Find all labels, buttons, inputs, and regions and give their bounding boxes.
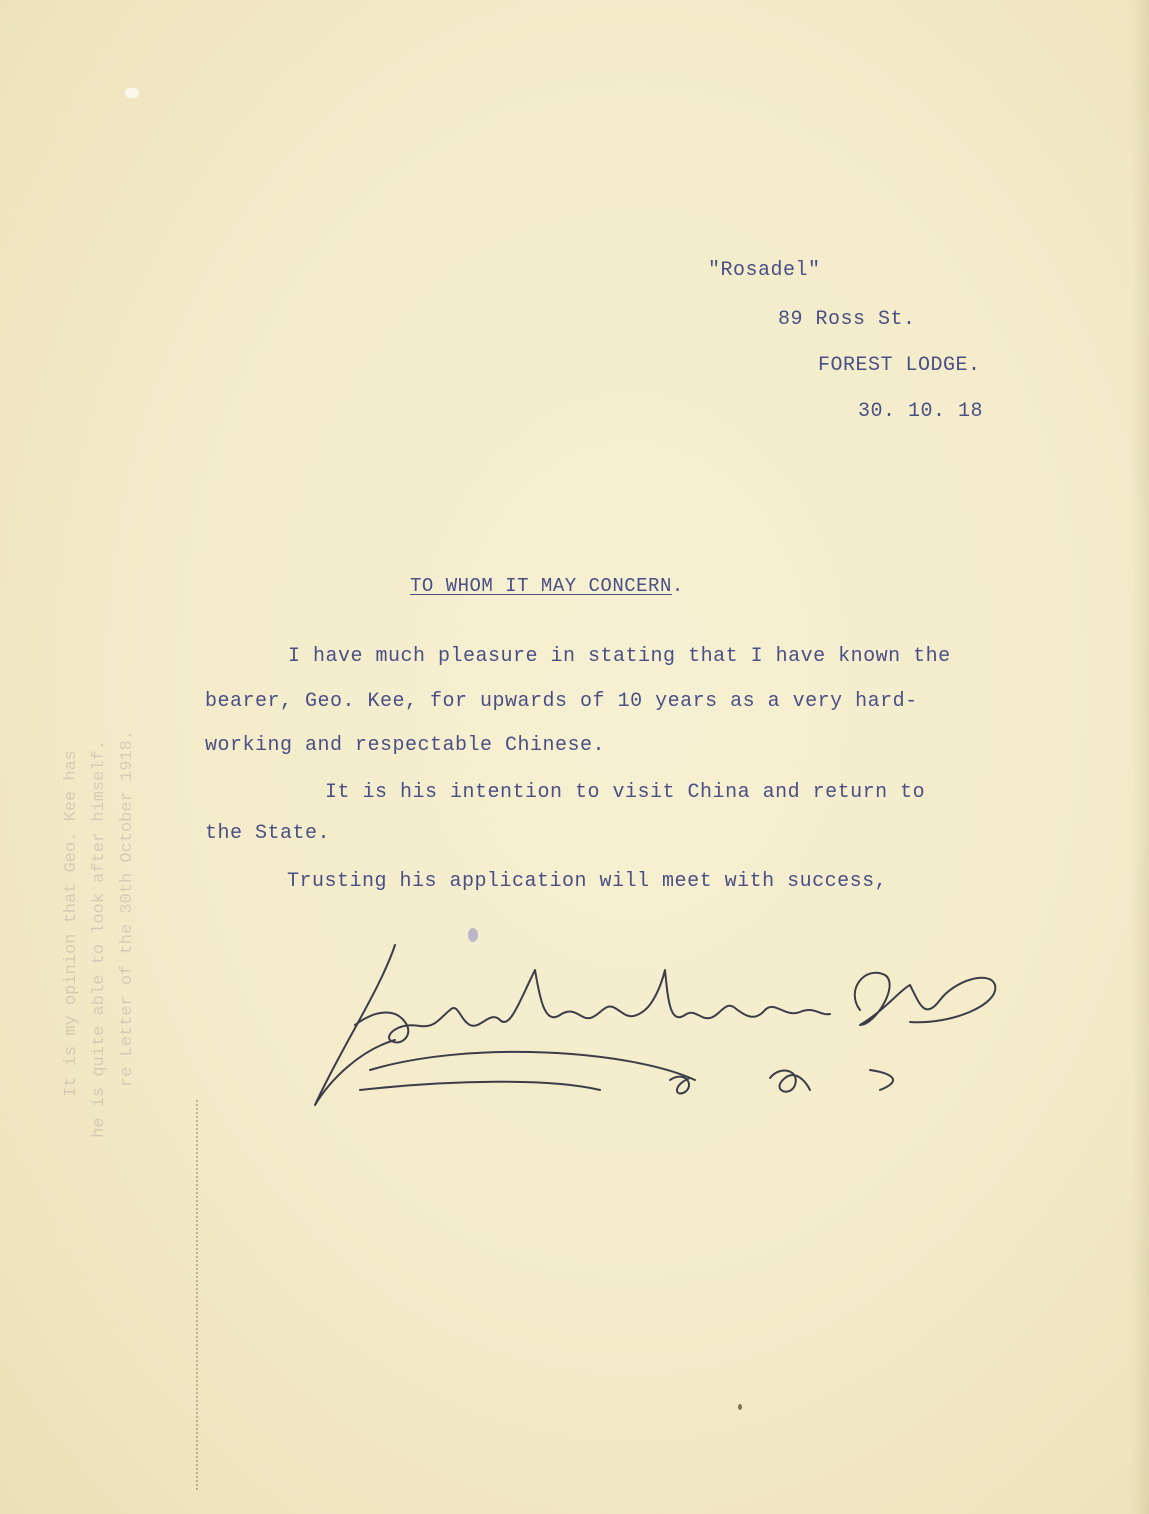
body-line-2: bearer, Geo. Kee, for upwards of 10 years as a very hard- bbox=[205, 690, 918, 713]
page-fold-line bbox=[196, 1100, 199, 1490]
ink-speck bbox=[738, 1404, 742, 1410]
address-suburb: FOREST LODGE. bbox=[818, 354, 981, 377]
bleed-line-a: re Letter of the 30th October 1918. bbox=[118, 730, 137, 1088]
heading-period: . bbox=[671, 575, 684, 597]
body-line-3: working and respectable Chinese. bbox=[205, 734, 606, 757]
body-line-4: It is his intention to visit China and return to bbox=[325, 781, 926, 804]
letter-date: 30. 10. 18 bbox=[858, 400, 984, 423]
bleed-line-c: It is my opinion that Geo. Kee has bbox=[62, 750, 81, 1097]
body-line-1: I have much pleasure in stating that I have known the bbox=[288, 645, 951, 668]
handwritten-signature bbox=[300, 930, 1010, 1120]
address-street: 89 Ross St. bbox=[778, 308, 916, 331]
body-line-5: the State. bbox=[205, 822, 331, 845]
letter-heading bbox=[410, 575, 684, 597]
ink-smudge bbox=[468, 928, 478, 942]
heading-text: TO WHOM IT MAY CONCERN bbox=[410, 575, 672, 597]
paper-chip bbox=[125, 88, 139, 98]
reverse-side-bleed-through bbox=[60, 730, 150, 1510]
address-house-name: "Rosadel" bbox=[708, 259, 821, 282]
body-line-6: Trusting his application will meet with success, bbox=[287, 870, 888, 893]
bleed-line-b: he is quite able to look after himself. bbox=[90, 740, 109, 1138]
